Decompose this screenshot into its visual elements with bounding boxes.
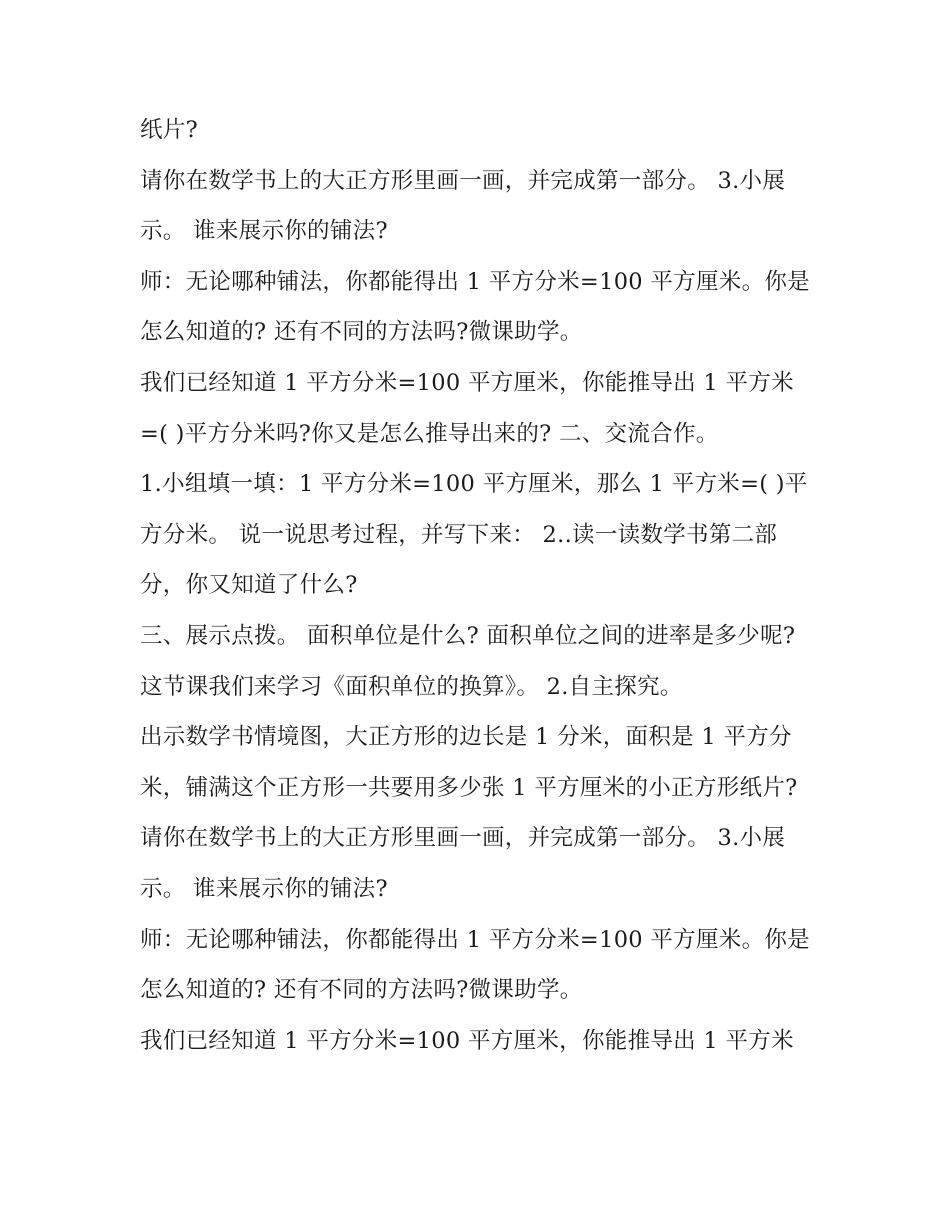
- paragraph: 三、展示点拨。 面积单位是什么? 面积单位之间的进率是多少呢?这节课我们来学习《面积单位的换算》。 2.自主探究。: [140, 622, 796, 700]
- paragraph: 师：无论哪种铺法，你都能得出 1 平方分米=100 平方厘米。你是怎么知道的? 还有不同的方法吗?微课助学。: [140, 926, 810, 1004]
- paragraph: 请你在数学书上的大正方形里画一画，并完成第一部分。 3.小展示。 谁来展示你的铺法?: [140, 167, 786, 245]
- paragraph: 出示数学书情境图，大正方形的边长是 1 分米，面积是 1 平方分米，铺满这个正方形一共要用多少张 1 平方厘米的小正方形纸片?: [140, 724, 798, 801]
- paragraph: 请你在数学书上的大正方形里画一画，并完成第一部分。 3.小展示。 谁来展示你的铺法?: [140, 825, 786, 902]
- paragraph: 纸片?: [140, 117, 198, 143]
- paragraph: 我们已经知道 1 平方分米=100 平方厘米，你能推导出 1 平方米: [140, 1027, 794, 1054]
- document-body: [140, 105, 812, 1066]
- paragraph: 1.小组填一填：1 平方分米=100 平方厘米，那么 1 平方米=( )平方分米。 说一说思考过程，并写下来： 2..读一读数学书第二部分，你又知道了什么?: [140, 471, 808, 599]
- paragraph: 我们已经知道 1 平方分米=100 平方厘米，你能推导出 1 平方米=( )平方分米吗?你又是怎么推导出来的? 二、交流合作。: [140, 369, 794, 447]
- paragraph: 师：无论哪种铺法，你都能得出 1 平方分米=100 平方厘米。你是怎么知道的? 还有不同的方法吗?微课助学。: [140, 268, 810, 346]
